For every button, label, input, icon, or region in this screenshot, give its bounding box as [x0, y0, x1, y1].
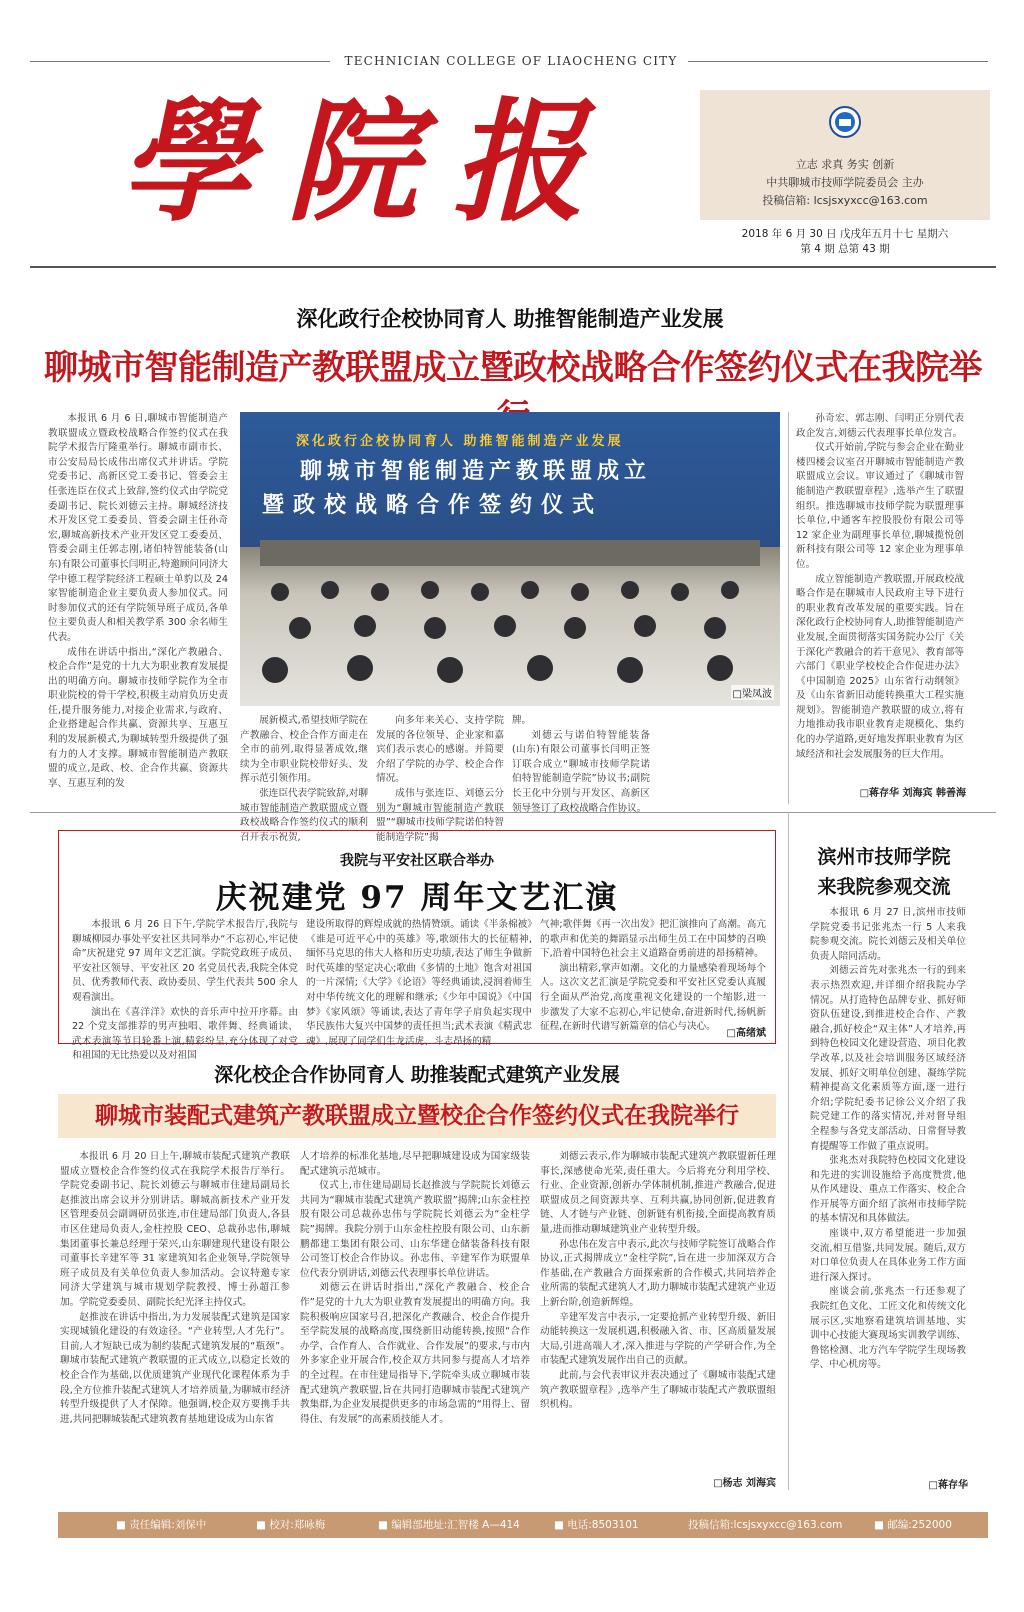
article2-kicker: 我院与平安社区联合举办: [340, 853, 494, 869]
issue-number: 第 4 期 总第 43 期: [800, 243, 890, 255]
article3-body: 本报讯 6 月 27 日,滨州市技师学院党委书记张兆杰一行 5 人来我院参观交流。院长刘德云及相关单位负责人陪同活动。 刘德云首先对张兆杰一行的到来表示热烈欢迎,并详细介绍我院办学情况。从打造特色品牌专业、抓好师资队伍建设,到推进校企合作、产教融合,抓好校企“双主体”人才培养,再到特色校园文化建设营造、项目化教学改革,以及社会培训服务区域经济发展、抓好文明单位创建、凝练学院精神提高文化素质等方面,逐一进行介绍;学院纪委书记徐公义介绍了我院党建工作的落实情况,并对督导组全程参与各党支部活动、日常督导教育提醒等工作做了重点说明。 张兆杰对我院特色校园文化建设和先进的实训设施给予高度赞赏,他从作风建设、重点工作落实、校企合作开展等方面介绍了滨州市技师学院的基本情况和具体做法。 座谈中,双方希望能进一步加强交流,相互借鉴,共同发展。随后,双方对口单位负责人在具体业务工作方面进行深入探讨。 座谈会前,张兆杰一行还参观了我院红色文化、工匠文化和传统文化展示区,实地察看建筑培训基地、实训中心技能大赛现场实训教学训练、鲁铭检测、北方汽车学院学生现场教学、中心机房等。: [810, 907, 966, 1371]
article3-headline-2: 来我院参观交流: [817, 876, 951, 898]
article1-col3: 向多年来关心、支持学院发展的各位领导、企业家和嘉宾们表示衷心的感谢。并简要介绍了学院的办学、校企合作情况。 成伟与张连臣、刘德云分别为“聊城市智能制造产教联盟”“聊城市技师学院诺伯特智能制造学院”揭: [376, 715, 504, 843]
article4-col2: 人才培养的标准化基地,尽早把聊城建设成为国家级装配式建筑示范城市。 仪式上,市住建局副局长赵推波与学院院长刘德云共同为“聊城市装配式建筑产教联盟”揭牌;山东金柱控股有限公司总裁孙忠伟与学院院长刘德云为“金柱学院”揭牌。我院分别于山东金柱控股有限公司、山东新鹏都建工集团有限公司、山东华建仓储装备科技有限公司签订校企合作协议。孙忠伟、辛建军作为联盟单位代表分别讲话,刘德云代表理事长单位讲话。 刘德云在讲话时指出,“深化产教融合、校企合作”是党的十九大为职业教育发展提出的明确方向。我院积极响应国家号召,把深化产教融合、校企合作提升至学院发展的战略高度,围绕新旧动能转换,按照“合作办学、合作育人、合作就业、合作发展”的要求,与市内外多家企业开展合作,校企双方共同参与提高人才培养的全过程。在市住建局指导下,学院牵头成立聊城市装配式建筑产教联盟,旨在共同打造聊城市装配式建筑产教集群,为企业发展提供更多的市场急需的“用得上、留得住、有发展”的高素质技能人才。: [300, 1151, 530, 1425]
article1-headline: 聊城市智能制造产教联盟成立暨政校战略合作签约仪式在我院举: [44, 348, 982, 388]
article4-col1: 本报讯 6 月 20 日上午,聊城市装配式建筑产教联盟成立暨校企合作签约仪式在我院学术报告厅举行。学院党委副书记、院长刘德云与聊城市住建局副局长赵推波出席会议并分别讲话。聊城高新技术产业开发区管理委员会副调研员张连,市住建局部门负责人,各县市区住建局负责人,金柱控股 CEO、总裁孙忠伟,聊城集团董事长兼总经理于荣兴,山东聊建现代建设有限公司董事长辛建军等 31 家建筑知名企业领导,学院领导班子成员及有关单位负责人参加活动。会议特邀专家同济大学建筑与城市规划学院教授、博士孙超江参加。学院党委委员、副院长纪光泽主持仪式。 赵推波在讲话中指出,为力发展装配式建筑是国家实现城镇化建设的有效途径。“产业转型,人才先行”。目前,人才短缺已成为制约装配式建筑发展的“瓶颈”。聊城市装配式建筑产教联盟的正式成立,以稳定长效的校企合作为基础,以优质建筑产业现代化课程体系为手段,全方位推升装配式建筑人才培养质量,为聊城市经济转型升级提供了人才保障。他强调,校企双方要携手共进,共同把聊城装配式建筑教育基地建设成为山东省: [60, 1151, 290, 1425]
article1-kicker: 深化政行企校协同育人 助推智能制造产业发展: [296, 306, 724, 331]
article1-col2: 展新模式,希望技师学院在产教融合、校企合作方面走在全市的前列,取得显著成效,继续为全市职业院校带好头、发挥示范引领作用。 张连臣代表学院致辞,对聊城市智能制造产教联盟成立暨政校战略合作签约仪式的顺利召开表示祝贺,: [240, 715, 368, 843]
footer-editor: ■ 责任编辑:刘保中: [116, 1519, 207, 1531]
footer-proofread: ■ 校对:郑咏梅: [256, 1519, 326, 1531]
logo-text: [792, 104, 793, 105]
footer-office: ■ 编辑部地址:汇智楼 A—414: [378, 1519, 520, 1531]
article1-bottom-rule: [30, 812, 996, 813]
footer-phone: ■ 电话:8503101: [554, 1519, 639, 1531]
issue-date: 2018 年 6 月 30 日 戊戌年五月十七 星期六: [741, 228, 949, 240]
article3-headline-1: 滨州市技师学院: [817, 846, 951, 868]
article2-col3: 气神;歌伴舞《再一次出发》把汇演推向了高潮。高亢的歌声和优美的舞蹈显示出师生员工在中国梦的召唤下,沿着中国特色社会主义道路奋勇前进的昂扬精神。 演出精彩,掌声如潮。文化的力量感染着现场每个人。这次文艺汇演是学院党委和平安社区党委认真履行全面从严治党,高度重视文化建设的一个缩影,进一步激发了大家不忘初心,牢记使命,奋进新时代,扬帆新征程,在新时代谱写新篇章的信心与决心。: [540, 919, 766, 1033]
english-school-name: TECHNICIAN COLLEGE OF LIAOCHENG CITY: [344, 54, 678, 68]
footer-postcode: ■ 邮编:252000: [874, 1519, 952, 1531]
photo-credit: □梁凤波: [731, 685, 774, 700]
article4-headline: 聊城市装配式建筑产教联盟成立暨校企合作签约仪式在我院举行: [58, 1094, 776, 1138]
photo-audience: [240, 562, 780, 706]
article4-col3: 刘德云表示,作为聊城市装配式建筑产教联盟新任理事长,深感使命光荣,责任重大。今后将充分利用学校、行业、企业资源,创新办学体制机制,推进产教融合,促进联盟成员之间资源共享、互利共赢,协同创新,促进教育链、人才链与产业链、创新链有机衔接,全面提高教育质量,进而推动聊城建筑业产业转型升级。 孙忠伟在发言中表示,此次与技师学院签订战略合作协议,正式揭牌成立“金柱学院”,旨在进一步加深双方合作基础,在产教融合方面探索新的合作模式,共同培养企业所需的装配式建筑人才,助力聊城市装配式建筑产业迈上新台阶,创造新辉煌。 辛建军发言中表示,一定要抢抓产业转型升级、新旧动能转换这一发展机遇,积极融入省、市、区高质量发展大局,引进高端人才,深入推进与学院的产学研合作,为全市装配式建筑发展作出自己的贡献。 此前,与会代表审议并表决通过了《聊城市装配式建筑产教联盟章程》,选举产生了聊城市装配式产教联盟组织机构。: [540, 1151, 776, 1411]
masthead-rule-right: [688, 61, 988, 62]
article2-col2: 建设所取得的辉煌成就的热情赞颂。诵读《半条棉被》《谁是可近平心中的英雄》等,歌颂伟大的长征精神,缅怀马克思的伟大人格和历史功绩,表达了师生争做新时代英雄的坚定决心;歌曲《多情的土地》饱含对祖国的一片深情;《大学》《论语》等经典诵读,浸润着师生对中华传统文化的理解和继承;《少年中国说》《中国梦》《家风颂》等诵读,表达了青年学子肩负起实现中华民族伟大复兴中国梦的责任担当;武术表演《精武忠魂》,展现了同学们生龙活虎、斗志昂扬的精: [306, 919, 532, 1047]
article1-photo: [240, 412, 780, 706]
article2-byline: □高绪斌: [726, 1028, 766, 1039]
masthead-info-box: [700, 90, 990, 220]
submission-email[interactable]: 投稿信箱: lcsjsxyxcc@163.com: [762, 194, 928, 207]
school-logo: [792, 104, 898, 140]
article1-byline: □蒋存华 刘海宾 韩善海: [859, 788, 966, 799]
sponsor: 中共聊城市技师学院委员会 主办: [766, 176, 924, 189]
motto: 立志 求真 务实 创新: [795, 158, 895, 171]
article1-col1: 本报讯 6 月 6 日,聊城市智能制造产教联盟成立暨政校战略合作签约仪式在我院学术报告厅隆重举行。聊城市副市长、市公安局局长成伟出席仪式并讲话。学院党委书记、高新区党工委书记、管委会主任张连臣在仪式上致辞,签约仪式由学院党委副书记、院长刘德云主持。聊城经济技术开发区党工委委员、管委会副主任孙奇宏,聊城高新技术产业开发区党工委委员、管委会副主任郭志刚,诸伯特智能装备(山东)有限公司董事长闫明正,特邀顾问同济大学中德工程学院经济工程硕士单豹以及 24 家智能制造企业主要负责人参加仪式。同时参加仪式的还有学院领导班子成员,各单位主要负责人和相关教学系 300 余名师生代表。 成伟在讲话中指出,“深化产教融合、校企合作”是党的十九大为职业教育发展提出的明确方向。聊城市技师学院作为全市职业院校的骨干学校,积极主动肩负历史责任,提升服务能力,对接企业需求,与政府、企业搭建起合作共赢、资源共享、互惠互利的发展新模式,为聊城转型升级提供了强有力的人才支撑。聊城市智能制造产教联盟的成立,是政、校、企合作共赢、资源共享、互惠互利的发: [48, 413, 228, 789]
photo-stage-title-1: 聊城市智能制造产教联盟成立: [300, 459, 652, 484]
article1-col5: 孙奇宏、郭志刚、闫明正分别代表政企发言,刘德云代表理事长单位发言。 仪式开始前,学院与参会企业在勤业楼四楼会议室召开聊城市智能制造产教联盟成立会议。审议通过了《聊城市智能制造产教联盟章程》,选举产生了联盟组织。推选聊城市技师学院为联盟理事长单位,中通客车控股股份有限公司等 12 家企业为副理事长单位,聊城揽悦创新科技有限公司等 12 家企业为理事单位。 成立智能制造产教联盟,开展政校战略合作是在聊城市人民政府主导下进行的职业教育改革发展的重要实践。旨在深化政行企校协同育人,助推智能制造产业发展,全面贯彻落实国务院办公厅《关于深化产教融合的若干意见》、教育部等六部门《职业学校校企合作促进办法》《中国制造 2025》山东省行动纲领》及《山东省新旧动能转换重大工程实施规划》。智能制造产教联盟的成立,将有力地推动我市职业教育走规模化、集约化的办学道路,更好地发挥职业教育为区域经济和社会发展服务的巨大作用。: [796, 413, 964, 760]
article3-byline: □蒋存华: [928, 1480, 968, 1491]
photo-stage-title-2: 暨政校战略合作签约仪式: [262, 493, 604, 518]
photo-banner: 深化政行企校协同育人 助推智能制造产业发展: [296, 434, 624, 449]
masthead-divider: [30, 266, 996, 268]
masthead-title: 學院报: [120, 85, 618, 240]
masthead-rule-left: [30, 61, 330, 62]
article2-headline: 庆祝建党 97 周年文艺汇演: [215, 880, 619, 916]
article3-divider: [788, 812, 789, 1490]
footer-email[interactable]: 投稿信箱:lcsjsxyxcc@163.com: [688, 1519, 843, 1531]
article1-col4: 牌。 刘德云与诺伯特智能装备(山东)有限公司董事长闫明正签订联合成立“聊城市技师学院诺伯特智能制造学院”协议书;副院长王化中分别与开发区、高新区领导签订了政校战略合作协议。: [512, 715, 650, 814]
article1-divider: [788, 412, 789, 804]
article4-kicker: 深化校企合作协同育人 助推装配式建筑产业发展: [214, 1064, 620, 1086]
article2-col1: 本报讯 6 月 26 日下午,学院学术报告厅,我院与聊城柳园办事处平安社区共同举办“不忘初心,牢记使命”庆祝建党 97 周年文艺汇演。学院党政班子成员、平安社区领导、平安社区 20 名党员代表,我院全体党员、优秀教师代表、政协委员、学生代表共 500 余人观看演出。 演出在《喜洋洋》欢快的音乐声中拉开序幕。由 22 个党支部推荐的男声独唱、歌伴舞、经典诵读、武术表演等节目轮番上演,精彩纷呈,充分体现了对党和祖国的无比热爱以及对祖国: [72, 919, 298, 1062]
article4-byline: □杨志 刘海宾: [713, 1478, 776, 1489]
footer-bar: [58, 1512, 988, 1538]
